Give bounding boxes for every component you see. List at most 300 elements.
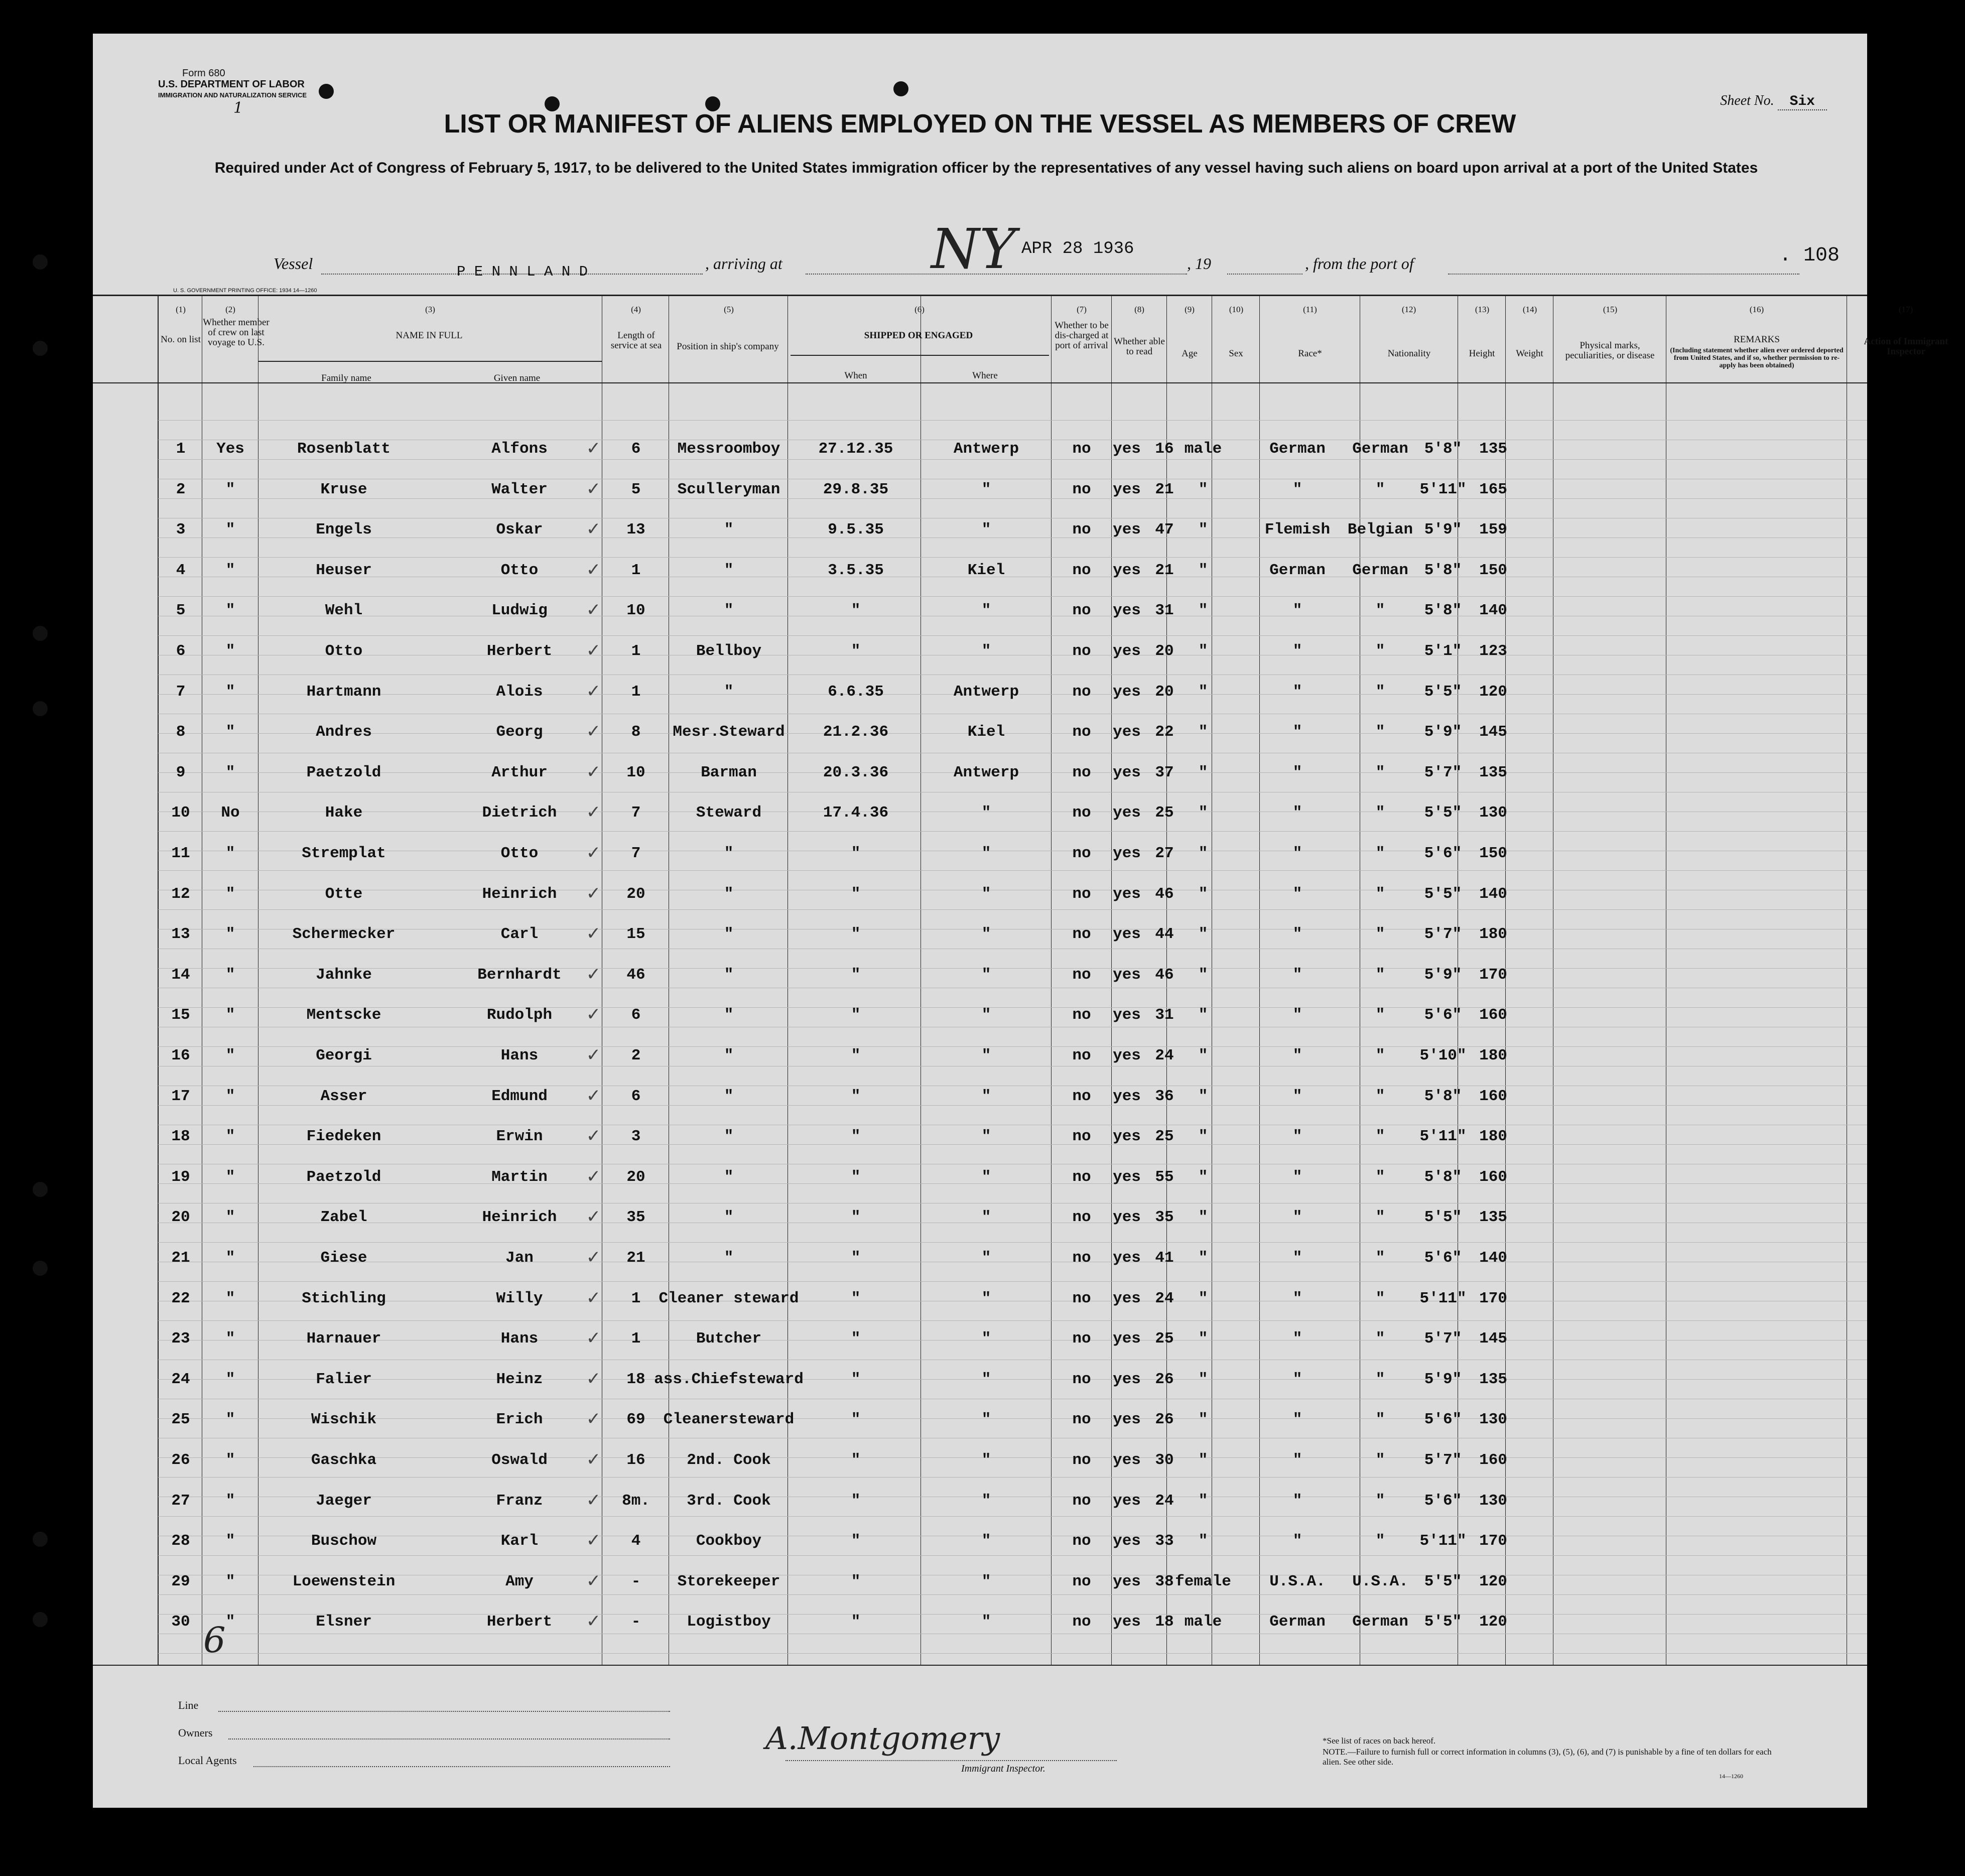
sex-cell: "	[1198, 602, 1208, 619]
table-row	[93, 885, 1867, 921]
shipped-where-cell: "	[981, 1573, 991, 1590]
sex-cell: "	[1198, 764, 1208, 781]
discharged-cell: no	[1072, 1613, 1091, 1631]
shipped-when-cell: "	[851, 966, 861, 984]
punch-hole	[33, 254, 48, 270]
race-cell: "	[1292, 1411, 1302, 1428]
row-number-cell: 2	[176, 481, 186, 498]
position-cell: Cookboy	[696, 1532, 762, 1550]
header-name-in-full: NAME IN FULL	[396, 330, 463, 341]
given-name-cell: Erwin	[496, 1128, 543, 1145]
nationality-cell: "	[1375, 804, 1385, 822]
weight-cell: 123	[1479, 642, 1507, 660]
table-row	[93, 481, 1867, 517]
height-cell: 5'6"	[1424, 1411, 1462, 1428]
table-row	[93, 1532, 1867, 1568]
length-of-service-cell: 21	[626, 1249, 645, 1267]
age-cell: 30	[1155, 1451, 1174, 1469]
shipped-when-cell: "	[851, 1492, 861, 1510]
weight-cell: 170	[1479, 1290, 1507, 1307]
family-name-cell: Gaschka	[311, 1451, 377, 1469]
position-cell: Bellboy	[696, 642, 762, 660]
nationality-cell: "	[1375, 1330, 1385, 1348]
able-to-read-cell: yes	[1113, 1371, 1141, 1388]
family-name-cell: Engels	[316, 521, 372, 539]
given-name-cell: Heinz	[496, 1371, 543, 1388]
nationality-cell: "	[1375, 602, 1385, 619]
footnote-note: NOTE.—Failure to furnish full or correct information in columns (3), (5), (6), and (7) is punishable by a fine of ten dollars for each alien. See other side.	[1323, 1747, 1772, 1767]
length-of-service-cell: 18	[626, 1371, 645, 1388]
table-row	[93, 925, 1867, 962]
height-cell: 5'11"	[1419, 481, 1467, 498]
age-cell: 46	[1155, 966, 1174, 984]
sex-cell: "	[1198, 1492, 1208, 1510]
column-number: (12)	[1401, 305, 1416, 314]
height-cell: 5'8"	[1424, 602, 1462, 619]
table-row	[93, 1047, 1867, 1083]
weight-cell: 120	[1479, 1573, 1507, 1590]
sex-cell: "	[1198, 1451, 1208, 1469]
race-cell: German	[1269, 562, 1326, 579]
header-weight: Weight	[1516, 348, 1543, 359]
given-name-cell: Jan	[505, 1249, 534, 1267]
given-name-cell: Franz	[496, 1492, 543, 1510]
previous-voyage-cell: "	[225, 1047, 235, 1064]
length-of-service-cell: 7	[631, 845, 641, 862]
nationality-cell: "	[1375, 1492, 1385, 1510]
sex-cell: "	[1198, 1006, 1208, 1024]
height-cell: 5'5"	[1424, 885, 1462, 903]
shipped-when-cell: "	[851, 1006, 861, 1024]
nationality-cell: "	[1375, 1088, 1385, 1105]
family-name-cell: Heuser	[316, 562, 372, 579]
shipped-where-cell: "	[981, 1209, 991, 1226]
race-cell: German	[1269, 1613, 1326, 1631]
height-cell: 5'6"	[1424, 1249, 1462, 1267]
nationality-cell: German	[1352, 440, 1408, 458]
document-subtitle: Required under Act of Congress of February 5, 1917, to be delivered to the United States immigration officer by the representatives of any vessel having such aliens on board upon arrival at a port of the United States	[214, 160, 1758, 176]
nationality-cell: "	[1375, 966, 1385, 984]
shipped-when-cell: "	[851, 885, 861, 903]
able-to-read-cell: yes	[1113, 1249, 1141, 1267]
weight-cell: 135	[1479, 1371, 1507, 1388]
header-length-service: Length of service at sea	[610, 330, 662, 351]
nationality-cell: "	[1375, 723, 1385, 741]
family-name-cell: Wischik	[311, 1411, 377, 1428]
able-to-read-cell: yes	[1113, 804, 1141, 822]
shipped-when-cell: 17.4.36	[823, 804, 889, 822]
column-number: (8)	[1134, 305, 1144, 314]
check-mark-icon: ✓	[587, 1369, 600, 1391]
column-number: (9)	[1185, 305, 1195, 314]
height-cell: 5'5"	[1424, 1573, 1462, 1590]
table-row	[93, 602, 1867, 638]
given-name-cell: Dietrich	[482, 804, 557, 822]
length-of-service-cell: -	[631, 1573, 641, 1590]
punch-hole	[33, 626, 48, 641]
previous-voyage-cell: "	[225, 925, 235, 943]
check-mark-icon: ✓	[587, 519, 600, 542]
family-name-cell: Buschow	[311, 1532, 377, 1550]
sex-cell: "	[1198, 1532, 1208, 1550]
nationality-cell: "	[1375, 1371, 1385, 1388]
shipped-when-cell: "	[851, 1128, 861, 1145]
shipped-when-cell: "	[851, 1613, 861, 1631]
length-of-service-cell: 10	[626, 764, 645, 781]
position-cell: "	[724, 683, 734, 701]
height-cell: 5'7"	[1424, 925, 1462, 943]
previous-voyage-cell: "	[225, 1088, 235, 1105]
height-cell: 5'6"	[1424, 845, 1462, 862]
given-name-cell: Otto	[500, 562, 539, 579]
shipped-when-cell: "	[851, 1209, 861, 1226]
age-cell: 27	[1155, 845, 1174, 862]
previous-voyage-cell: "	[225, 481, 235, 498]
row-number-cell: 21	[171, 1249, 190, 1267]
previous-voyage-cell: "	[225, 764, 235, 781]
previous-voyage-cell: "	[225, 562, 235, 579]
header-remarks-note: (Including statement whether alien ever ordered deported from United States, and if so, whether permission to re-apply has been obtained)	[1670, 347, 1844, 369]
sex-cell: "	[1198, 1290, 1208, 1307]
age-cell: 35	[1155, 1209, 1174, 1226]
family-name-cell: Jaeger	[316, 1492, 372, 1510]
check-mark-icon: ✓	[587, 802, 600, 825]
length-of-service-cell: 1	[631, 1330, 641, 1348]
length-of-service-cell: 6	[631, 1088, 641, 1105]
grid-line	[158, 1653, 1867, 1654]
check-mark-icon: ✓	[587, 1045, 600, 1067]
position-cell: "	[724, 1006, 734, 1024]
weight-cell: 159	[1479, 521, 1507, 539]
sex-cell: female	[1175, 1573, 1231, 1590]
height-cell: 5'8"	[1424, 562, 1462, 579]
age-cell: 37	[1155, 764, 1174, 781]
height-cell: 5'6"	[1424, 1492, 1462, 1510]
header-physical-marks: Physical marks, peculiarities, or disease	[1565, 340, 1655, 361]
height-cell: 5'8"	[1424, 1088, 1462, 1105]
table-row	[93, 1006, 1867, 1042]
row-number-cell: 7	[176, 683, 186, 701]
weight-cell: 180	[1479, 1128, 1507, 1145]
table-row	[93, 1451, 1867, 1488]
sex-cell: "	[1198, 683, 1208, 701]
shipped-where-cell: Kiel	[967, 562, 1005, 579]
length-of-service-cell: 1	[631, 1290, 641, 1307]
family-name-cell: Paetzold	[306, 764, 381, 781]
weight-cell: 160	[1479, 1451, 1507, 1469]
header-position: Position in ship's company	[677, 341, 779, 352]
able-to-read-cell: yes	[1113, 602, 1141, 619]
weight-cell: 150	[1479, 845, 1507, 862]
given-name-cell: Heinrich	[482, 885, 557, 903]
sex-cell: "	[1198, 885, 1208, 903]
weight-cell: 145	[1479, 723, 1507, 741]
sex-cell: "	[1198, 925, 1208, 943]
sex-cell: "	[1198, 642, 1208, 660]
previous-voyage-cell: "	[225, 1492, 235, 1510]
age-cell: 47	[1155, 521, 1174, 539]
arriving-label: , arriving at	[705, 254, 782, 273]
sex-cell: "	[1198, 1168, 1208, 1186]
given-name-cell: Carl	[500, 925, 539, 943]
position-cell: Steward	[696, 804, 762, 822]
table-row	[93, 966, 1867, 1002]
weight-cell: 145	[1479, 1330, 1507, 1348]
race-cell: "	[1292, 1371, 1302, 1388]
header-where: Where	[972, 370, 998, 381]
discharged-cell: no	[1072, 1006, 1091, 1024]
race-cell: "	[1292, 1006, 1302, 1024]
header-no-on-list: No. on list	[161, 334, 201, 345]
table-row	[93, 1613, 1867, 1649]
sex-cell: "	[1198, 1249, 1208, 1267]
shipped-where-cell: "	[981, 1451, 991, 1469]
handwritten-mark: 1	[233, 99, 243, 117]
column-number: (16)	[1749, 305, 1764, 314]
shipped-when-cell: "	[851, 602, 861, 619]
column-number: (6)	[914, 305, 925, 314]
height-cell: 5'8"	[1424, 440, 1462, 458]
weight-cell: 160	[1479, 1006, 1507, 1024]
column-number: (10)	[1229, 305, 1244, 314]
manifest-sheet	[93, 34, 1948, 1808]
shipped-where-cell: "	[981, 1006, 991, 1024]
height-cell: 5'6"	[1424, 1006, 1462, 1024]
able-to-read-cell: yes	[1113, 1209, 1141, 1226]
family-name-cell: Stichling	[302, 1290, 386, 1307]
age-cell: 21	[1155, 562, 1174, 579]
table-row	[93, 1290, 1867, 1326]
inspector-signature: A.Montgomery	[765, 1720, 1000, 1757]
header-family-name: Family name	[321, 373, 371, 383]
able-to-read-cell: yes	[1113, 440, 1141, 458]
discharged-cell: no	[1072, 885, 1091, 903]
nationality-cell: German	[1352, 1613, 1408, 1631]
length-of-service-cell: 6	[631, 1006, 641, 1024]
shipped-when-cell: "	[851, 1451, 861, 1469]
sex-cell: "	[1198, 1411, 1208, 1428]
family-name-cell: Otto	[325, 642, 363, 660]
position-cell: "	[724, 1088, 734, 1105]
row-number-cell: 18	[171, 1128, 190, 1145]
able-to-read-cell: yes	[1113, 764, 1141, 781]
page-mark: . 108	[1779, 244, 1840, 267]
header-race: Race*	[1298, 348, 1322, 359]
previous-voyage-cell: "	[225, 1006, 235, 1024]
given-name-cell: Amy	[505, 1573, 534, 1590]
previous-voyage-cell: "	[225, 1532, 235, 1550]
discharged-cell: no	[1072, 764, 1091, 781]
row-number-cell: 26	[171, 1451, 190, 1469]
nationality-cell: "	[1375, 1532, 1385, 1550]
row-number-cell: 29	[171, 1573, 190, 1590]
height-cell: 5'11"	[1419, 1532, 1467, 1550]
position-cell: Storekeeper	[677, 1573, 780, 1590]
age-cell: 24	[1155, 1290, 1174, 1307]
discharged-cell: no	[1072, 1088, 1091, 1105]
table-row	[93, 1330, 1867, 1366]
row-number-cell: 15	[171, 1006, 190, 1024]
family-name-cell: Kruse	[320, 481, 367, 498]
discharged-cell: no	[1072, 1371, 1091, 1388]
family-name-cell: Wehl	[325, 602, 363, 619]
row-number-cell: 25	[171, 1411, 190, 1428]
length-of-service-cell: 1	[631, 683, 641, 701]
given-name-cell: Arthur	[491, 764, 548, 781]
sex-cell: "	[1198, 1371, 1208, 1388]
height-cell: 5'5"	[1424, 1209, 1462, 1226]
given-name-cell: Hans	[500, 1330, 539, 1348]
form-identifier	[158, 68, 307, 117]
family-name-cell: Schermecker	[292, 925, 396, 943]
previous-voyage-cell: "	[225, 1128, 235, 1145]
sex-cell: "	[1198, 521, 1208, 539]
previous-voyage-cell: "	[225, 845, 235, 862]
family-name-cell: Harnauer	[306, 1330, 381, 1348]
family-name-cell: Andres	[316, 723, 372, 741]
family-name-cell: Fiedeken	[306, 1128, 381, 1145]
discharged-cell: no	[1072, 602, 1091, 619]
shipped-when-cell: "	[851, 1249, 861, 1267]
vessel-label: Vessel	[274, 254, 313, 273]
race-cell: "	[1292, 1330, 1302, 1348]
check-mark-icon: ✓	[587, 1490, 600, 1513]
previous-voyage-cell: "	[225, 723, 235, 741]
previous-voyage-cell: "	[225, 1209, 235, 1226]
table-row	[93, 1371, 1867, 1407]
discharged-cell: no	[1072, 804, 1091, 822]
header-sex: Sex	[1229, 348, 1243, 359]
position-cell: Butcher	[696, 1330, 762, 1348]
previous-voyage-cell: "	[225, 1168, 235, 1186]
nationality-cell: "	[1375, 683, 1385, 701]
previous-voyage-cell: "	[225, 1371, 235, 1388]
check-mark-icon: ✓	[587, 1166, 600, 1189]
shipped-when-cell: "	[851, 1371, 861, 1388]
given-name-cell: Oskar	[496, 521, 543, 539]
check-mark-icon: ✓	[587, 1611, 600, 1634]
length-of-service-cell: 46	[626, 966, 645, 984]
row-number-cell: 19	[171, 1168, 190, 1186]
age-cell: 24	[1155, 1492, 1174, 1510]
age-cell: 24	[1155, 1047, 1174, 1064]
height-cell: 5'5"	[1424, 1613, 1462, 1631]
able-to-read-cell: yes	[1113, 683, 1141, 701]
position-cell: "	[724, 1128, 734, 1145]
weight-cell: 140	[1479, 885, 1507, 903]
previous-voyage-cell: "	[225, 1451, 235, 1469]
position-cell: ass.Chiefsteward	[654, 1371, 804, 1388]
height-cell: 5'10"	[1419, 1047, 1467, 1064]
position-cell: Messroomboy	[677, 440, 780, 458]
row-number-cell: 13	[171, 925, 190, 943]
header-action: Action of Immigrant Inspector	[1864, 336, 1948, 357]
shipped-when-cell: "	[851, 1168, 861, 1186]
able-to-read-cell: yes	[1113, 966, 1141, 984]
race-cell: "	[1292, 1532, 1302, 1550]
shipped-where-cell: Kiel	[967, 723, 1005, 741]
sheet-number-label: Sheet No.	[1720, 93, 1774, 108]
row-number-cell: 17	[171, 1088, 190, 1105]
nationality-cell: "	[1375, 1290, 1385, 1307]
column-number: (15)	[1603, 305, 1618, 314]
column-number: (1)	[176, 305, 186, 314]
sex-cell: "	[1198, 966, 1208, 984]
age-cell: 38	[1155, 1573, 1174, 1590]
table-row	[93, 1573, 1867, 1609]
shipped-where-cell: "	[981, 804, 991, 822]
position-cell: Barman	[701, 764, 757, 781]
discharged-cell: no	[1072, 1249, 1091, 1267]
discharged-cell: no	[1072, 1128, 1091, 1145]
race-cell: "	[1292, 642, 1302, 660]
position-cell: "	[724, 1168, 734, 1186]
punch-hole	[33, 341, 48, 356]
previous-voyage-cell: "	[225, 602, 235, 619]
weight-cell: 180	[1479, 1047, 1507, 1064]
length-of-service-cell: 3	[631, 1128, 641, 1145]
able-to-read-cell: yes	[1113, 1492, 1141, 1510]
sex-cell: "	[1198, 845, 1208, 862]
previous-voyage-cell: "	[225, 521, 235, 539]
shipped-where-cell: "	[981, 1128, 991, 1145]
family-name-cell: Falier	[316, 1371, 372, 1388]
discharged-cell: no	[1072, 1492, 1091, 1510]
race-cell: "	[1292, 1451, 1302, 1469]
shipped-when-cell: "	[851, 845, 861, 862]
shipped-when-cell: 3.5.35	[828, 562, 884, 579]
sex-cell: "	[1198, 1047, 1208, 1064]
height-cell: 5'9"	[1424, 521, 1462, 539]
shipped-where-cell: "	[981, 1613, 991, 1631]
race-cell: "	[1292, 764, 1302, 781]
family-name-cell: Jahnke	[316, 966, 372, 984]
previous-voyage-cell: No	[221, 804, 240, 822]
able-to-read-cell: yes	[1113, 562, 1141, 579]
position-cell: 3rd. Cook	[687, 1492, 771, 1510]
race-cell: "	[1292, 1128, 1302, 1145]
nationality-cell: "	[1375, 1209, 1385, 1226]
length-of-service-cell: 20	[626, 1168, 645, 1186]
grid-line	[158, 557, 1867, 558]
shipped-where-cell: "	[981, 602, 991, 619]
owners-label: Owners	[178, 1726, 213, 1739]
from-port-label: , from the port of	[1305, 254, 1414, 273]
shipped-when-cell: "	[851, 1411, 861, 1428]
nationality-cell: "	[1375, 642, 1385, 660]
nationality-cell: "	[1375, 764, 1385, 781]
sheet-number	[1720, 93, 1827, 109]
given-name-cell: Walter	[491, 481, 548, 498]
given-name-cell: Oswald	[491, 1451, 548, 1469]
check-mark-icon: ✓	[587, 560, 600, 582]
weight-cell: 160	[1479, 1088, 1507, 1105]
sex-cell: "	[1198, 723, 1208, 741]
column-number: (4)	[631, 305, 641, 314]
shipped-when-cell: "	[851, 1290, 861, 1307]
position-cell: "	[724, 885, 734, 903]
able-to-read-cell: yes	[1113, 723, 1141, 741]
row-number-cell: 16	[171, 1047, 190, 1064]
previous-voyage-cell: Yes	[216, 440, 244, 458]
table-bottom-rule	[93, 1665, 1867, 1666]
header-when: When	[844, 370, 867, 381]
able-to-read-cell: yes	[1113, 1047, 1141, 1064]
discharged-cell: no	[1072, 642, 1091, 660]
height-cell: 5'7"	[1424, 1330, 1462, 1348]
family-name-cell: Asser	[320, 1088, 367, 1105]
check-mark-icon: ✓	[587, 1086, 600, 1108]
